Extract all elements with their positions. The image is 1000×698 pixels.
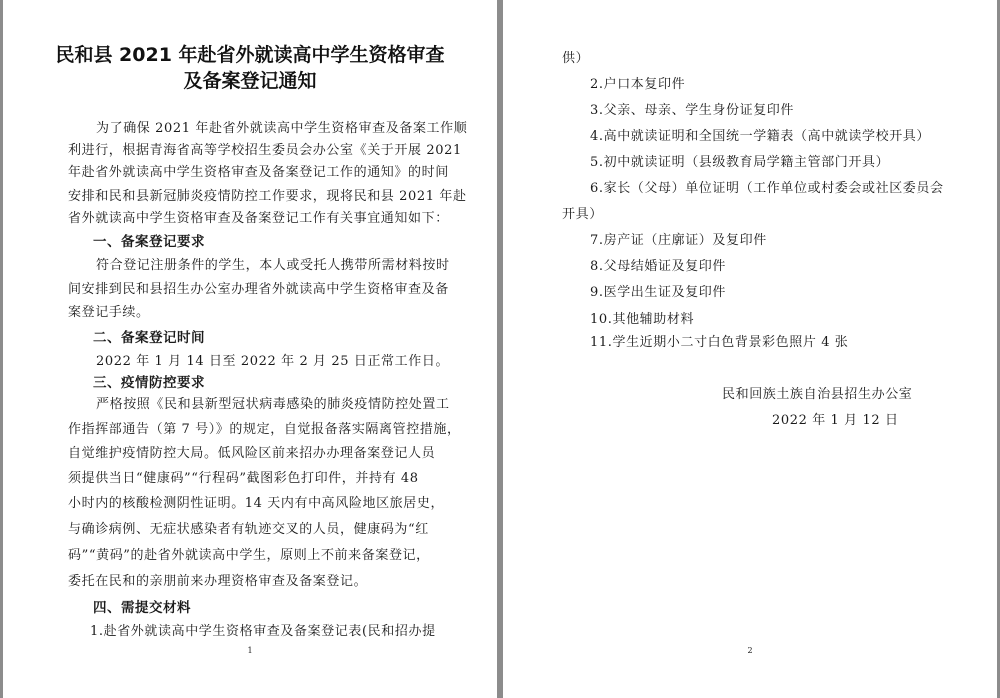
document-title-line-1: 民和县 2021 年赴省外就读高中学生资格审查 [55, 44, 445, 66]
material-item-4: 4.高中就读证明和全国统一学籍表（高中就读学校开具） [590, 129, 931, 144]
intro-line: 年赴省外就读高中学生资格审查及备案登记工作的通知》的时间 [68, 165, 449, 180]
intro-line: 安排和民和县新冠肺炎疫情防控工作要求，现将民和县 2021 年赴 [68, 189, 467, 204]
section1-text-line: 案登记手续。 [68, 305, 150, 320]
material-item-6-cont: 开具） [562, 207, 603, 222]
page-number-2: 2 [747, 646, 753, 655]
document-page-1 [3, 0, 497, 698]
material-item-2: 2.户口本复印件 [590, 77, 686, 92]
intro-line: 省外就读高中学生资格审查及备案登记工作有关事宜通知如下： [68, 211, 449, 226]
section3-text-line: 自觉维护疫情防控大局。低风险区前来招办办理备案登记人员 [68, 446, 436, 461]
section-heading-4: 四、需提交材料 [93, 600, 191, 616]
section3-text-line: 与确诊病例、无症状感染者有轨迹交叉的人员，健康码为“红 [68, 522, 429, 537]
signature-date: 2022 年 1 月 12 日 [772, 413, 899, 428]
section-heading-1: 一、备案登记要求 [93, 234, 205, 250]
material-item-8: 8.父母结婚证及复印件 [590, 259, 727, 274]
section2-text: 2022 年 1 月 14 日至 2022 年 2 月 25 日正常工作日。 [96, 354, 450, 369]
material-item-3: 3.父亲、母亲、学生身份证复印件 [590, 103, 795, 118]
material-item-9: 9.医学出生证及复印件 [590, 285, 727, 300]
signature-organization: 民和回族土族自治县招生办公室 [722, 387, 913, 402]
section3-text-line: 作指挥部通告（第 7 号）》的规定，自觉报备落实隔离管控措施， [68, 422, 461, 437]
document-page-2 [503, 0, 997, 698]
section3-text-line: 委托在民和的亲朋前来办理资格审查及备案登记。 [68, 574, 368, 589]
section1-text-line: 间安排到民和县招生办公室办理省外就读高中学生资格审查及备 [68, 282, 449, 297]
page-number-1: 1 [247, 646, 253, 655]
section3-text-line: 小时内的核酸检测阴性证明。14 天内有中高风险地区旅居史， [68, 496, 445, 511]
section-heading-3: 三、疫情防控要求 [93, 375, 205, 391]
section3-text-line: 码”“黄码”的赴省外就读高中学生，原则上不前来备案登记， [68, 548, 430, 563]
intro-line: 为了确保 2021 年赴省外就读高中学生资格审查及备案工作顺 [96, 121, 468, 136]
section1-text-line: 符合登记注册条件的学生，本人或受托人携带所需材料按时 [96, 258, 450, 273]
material-item-5: 5.初中就读证明（县级教育局学籍主管部门开具） [590, 155, 890, 170]
section3-text-line: 严格按照《民和县新型冠状病毒感染的肺炎疫情防控处置工 [96, 397, 450, 412]
material-line: 供） [562, 51, 590, 66]
section4-item-1: 1.赴省外就读高中学生资格审查及备案登记表(民和招办提 [90, 624, 436, 639]
section-heading-2: 二、备案登记时间 [93, 330, 205, 346]
material-item-11: 11.学生近期小二寸白色背景彩色照片 4 张 [590, 335, 849, 350]
material-item-10: 10.其他辅助材料 [590, 312, 695, 327]
document-title-line-2: 及备案登记通知 [183, 70, 317, 92]
section3-text-line: 须提供当日“健康码”“行程码”截图彩色打印件，并持有 48 [68, 471, 419, 486]
material-item-6: 6.家长（父母）单位证明（工作单位或村委会或社区委员会 [590, 181, 944, 196]
intro-line: 利进行，根据青海省高等学校招生委员会办公室《关于开展 2021 [68, 143, 462, 158]
material-item-7: 7.房产证（庄廓证）及复印件 [590, 233, 767, 248]
